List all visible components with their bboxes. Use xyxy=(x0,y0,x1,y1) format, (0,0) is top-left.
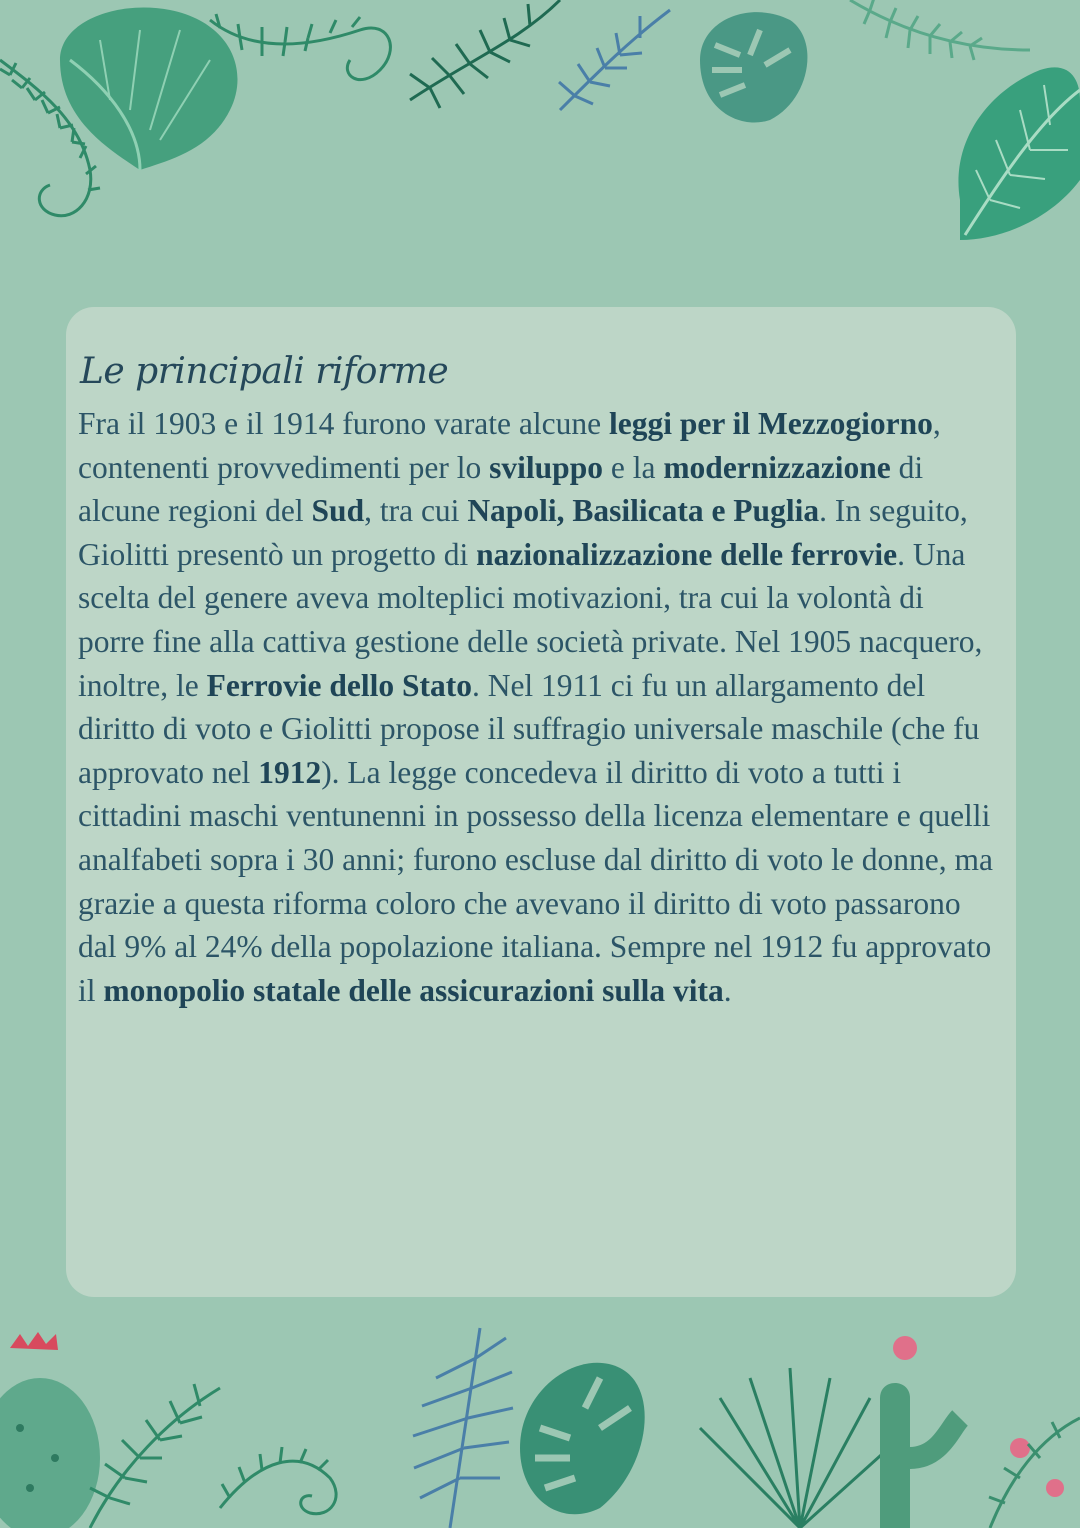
bold-term: Sud xyxy=(311,493,365,529)
section-title: Le principali riforme xyxy=(80,351,449,392)
bold-term: Napoli, Basilicata e Puglia xyxy=(467,493,820,529)
text-segment: , contenenti provvedimenti per lo xyxy=(78,406,941,485)
text-segment: di alcune regioni del xyxy=(78,449,924,529)
section-body xyxy=(78,402,996,1012)
content-card xyxy=(66,307,1016,1297)
tropical-plants-cactus-icon xyxy=(0,1308,1080,1528)
bold-term: leggi per il Mezzogiorno xyxy=(608,406,933,441)
text-segment: Fra il 1903 e il 1914 furono varate alcune xyxy=(78,406,609,441)
bold-term: 1912 xyxy=(258,754,322,790)
text-segment: e la xyxy=(602,449,664,485)
text-segment: . Una scelta del genere aveva molteplici motivazioni, tra cui la volontà di porre fine alla cattiva gestione delle società private. Nel 1905 nacquero, inoltre, le xyxy=(78,536,983,703)
bold-term: monopolio statale delle assicurazioni sulla vita xyxy=(103,972,724,1008)
text-segment: , tra cui xyxy=(364,493,468,529)
tropical-leaves-icon xyxy=(0,0,1080,270)
text-segment: ). La legge concedeva il diritto di voto a tutti i cittadini maschi ventunenni in possesso della licenza elementare e quelli analfabeti sopra i 30 anni; furono escluse dal diritto di voto le donne, ma grazie a questa riforma coloro che avevano il diritto di voto passarono dal 9% al 24% della popolazione italiana. Sempre nel 1912 fu approvato il xyxy=(78,754,994,1008)
bold-term: sviluppo xyxy=(489,449,603,485)
bold-term: nazionalizzazione delle ferrovie xyxy=(476,536,898,572)
text-segment: . Nel 1911 ci fu un allargamento del diritto di voto e Giolitti propose il suffragio universale maschile (che fu approvato nel xyxy=(78,667,980,790)
text-segment: . xyxy=(723,972,732,1008)
bold-term: modernizzazione xyxy=(663,449,891,485)
bold-term: Ferrovie dello Stato xyxy=(206,667,472,703)
text-segment: . In seguito, Giolitti presentò un progetto di xyxy=(78,493,968,572)
